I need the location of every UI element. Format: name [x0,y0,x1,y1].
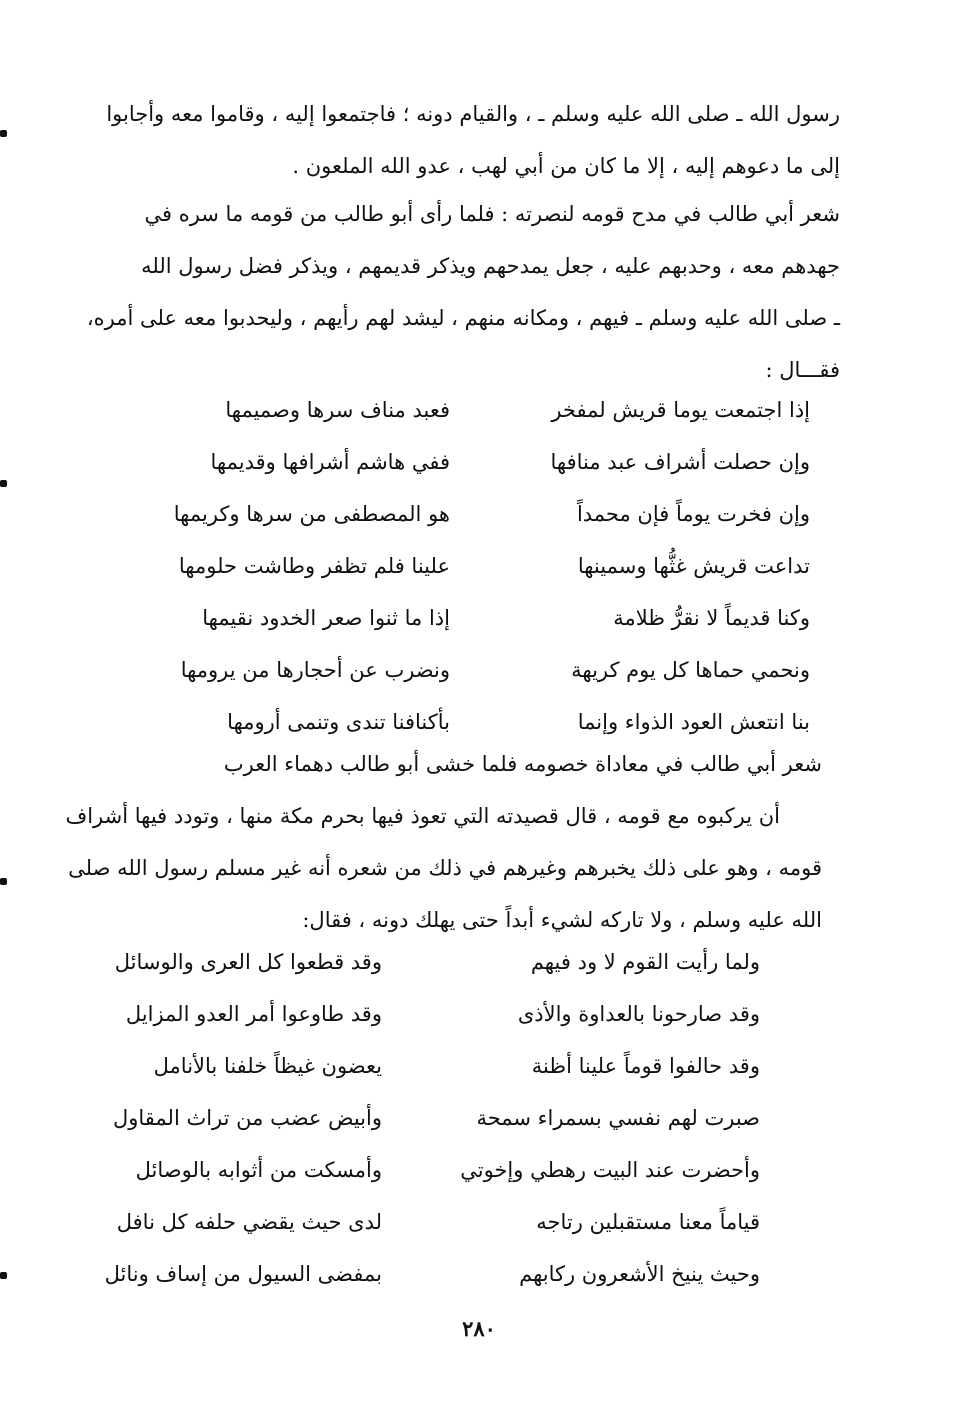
verse [90,936,770,988]
text-line: فقـــال : [765,358,840,382]
page-number: ٢٨٠ [462,1316,496,1341]
verse [90,1144,770,1196]
poem-enmity [90,936,770,1300]
verse [170,644,810,696]
text-line: شعر أبي طالب في معاداة خصومه فلما خشى أبو طالب دهماء العرب [223,752,822,776]
verse-second-hemistich: هو المصطفى من سرها وكريمها [173,502,450,526]
verse-first-hemistich: ونحمي حماها كل يوم كريهة [571,658,810,682]
text-line: قومه ، وهو على ذلك يخبرهم وغيرهم في ذلك من شعره أنه غير مسلم رسول الله صلى [68,856,822,880]
verse-second-hemistich: يعضون غيظاً خلفنا بالأنامل [153,1054,382,1078]
poem-praise [170,384,810,748]
verse-first-hemistich: ولما رأيت القوم لا ود فيهم [530,950,760,974]
verse [170,488,810,540]
text-line: الله عليه وسلم ، ولا تاركه لشيء أبداً حتى يهلك دونه ، فقال: [302,908,822,932]
verse [170,592,810,644]
text-line: شعر أبي طالب في مدح قومه لنصرته : فلما رأى أبو طالب من قومه ما سره في [144,202,840,226]
verse-first-hemistich: وقد حالفوا قوماً علينا أظنة [531,1054,760,1078]
verse-first-hemistich: وإن فخرت يوماً فإن محمداً [576,502,810,526]
verse [90,988,770,1040]
verse-second-hemistich: إذا ما ثنوا صعر الخدود نقيمها [202,606,450,630]
margin-mark [0,1272,7,1279]
verse-first-hemistich: وحيث ينيخ الأشعرون ركابهم [519,1262,760,1286]
verse-second-hemistich: ففي هاشم أشرافها وقديمها [210,450,450,474]
verse-second-hemistich: لدى حيث يقضي حلفه كل نافل [116,1210,382,1234]
text-line: إلى ما دعوهم إليه ، إلا ما كان من أبي لهب ، عدو الله الملعون . [292,154,840,178]
verse [90,1196,770,1248]
text-line: جهدهم معه ، وحدبهم عليه ، جعل يمدحهم ويذكر قديمهم ، ويذكر فضل رسول الله [141,254,840,278]
verse-second-hemistich: بأكنافنا تندى وتنمى أرومها [227,710,450,734]
verse [170,540,810,592]
verse-second-hemistich: وقد قطعوا كل العرى والوسائل [114,950,382,974]
verse-first-hemistich: وكنا قديماً لا نقرُّ ظلامة [613,606,810,630]
paragraph-intro [70,88,840,192]
text-line: أن يركبوه مع قومه ، قال قصيدته التي تعوذ فيها بحرم مكة منها ، وتودد فيها أشراف [65,804,780,828]
text-line: رسول الله ـ صلى الله عليه وسلم ـ ، والقيام دونه ؛ فاجتمعوا إليه ، وقاموا معه وأجابوا [106,102,840,126]
verse [90,1092,770,1144]
verse-first-hemistich: وأحضرت عند البيت رهطي وإخوتي [460,1158,760,1182]
verse-first-hemistich: وإن حصلت أشراف عبد منافها [550,450,810,474]
margin-mark [0,480,7,487]
paragraph-enmity-heading [60,738,822,946]
verse-second-hemistich: ونضرب عن أحجارها من يرومها [180,658,450,682]
verse-second-hemistich: وأمسكت من أثوابه بالوصائل [135,1158,382,1182]
verse-first-hemistich: إذا اجتمعت يوما قريش لمفخر [551,398,810,422]
verse-first-hemistich: بنا انتعش العود الذواء وإنما [577,710,810,734]
paragraph-praise-heading [70,188,840,396]
margin-mark [0,878,7,885]
text-line: ـ صلى الله عليه وسلم ـ فيهم ، ومكانه منهم ، ليشد لهم رأيهم ، وليحدبوا معه على أمره، [86,306,840,330]
verse-first-hemistich: قياماً معنا مستقبلين رتاجه [536,1210,760,1234]
verse [90,1040,770,1092]
verse [170,436,810,488]
verse [90,1248,770,1300]
verse-second-hemistich: وأبيض عضب من تراث المقاول [112,1106,382,1130]
verse-second-hemistich: بمفضى السيول من إساف ونائل [104,1262,382,1286]
verse-first-hemistich: صبرت لهم نفسي بسمراء سمحة [476,1106,760,1130]
margin-mark [0,130,7,137]
verse [170,384,810,436]
verse-first-hemistich: وقد صارحونا بالعداوة والأذى [517,1002,760,1026]
verse-second-hemistich: وقد طاوعوا أمر العدو المزايل [125,1002,382,1026]
verse-second-hemistich: فعبد مناف سرها وصميمها [225,398,450,422]
verse-first-hemistich: تداعت قريش غثُّها وسمينها [577,554,810,578]
verse-second-hemistich: علينا فلم تظفر وطاشت حلومها [178,554,450,578]
